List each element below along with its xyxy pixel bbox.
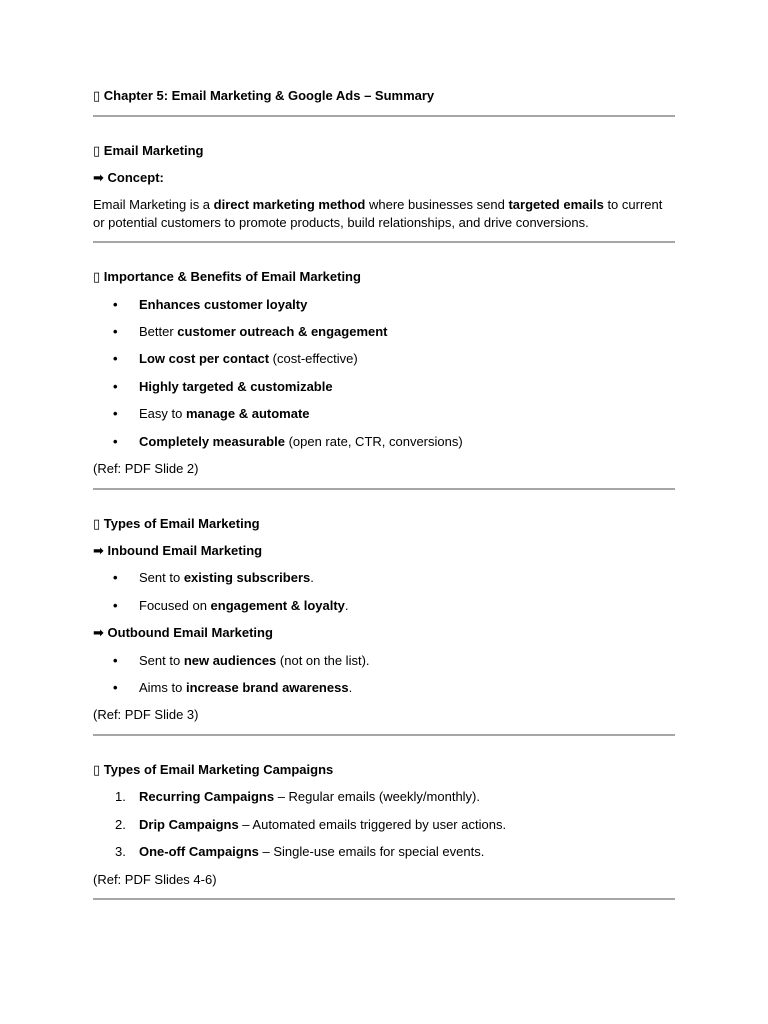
item-number: 3.	[115, 844, 126, 859]
section-heading-importance	[93, 268, 361, 286]
reference-note: (Ref: PDF Slides 4-6)	[93, 872, 217, 887]
heading-text: Types of Email Marketing Campaigns	[103, 762, 334, 777]
title-text: Chapter 5: Email Marketing & Google Ads – Summary	[103, 88, 435, 103]
emoji-placeholder-icon: ▯	[93, 269, 101, 284]
item-text: Sent to	[139, 570, 184, 585]
inbound-label	[93, 542, 262, 560]
item-text: – Automated emails triggered by user actions.	[238, 817, 507, 832]
item-number: 2.	[115, 817, 126, 832]
item-number: 1.	[115, 789, 126, 804]
concept-label	[93, 169, 164, 187]
document-title	[93, 87, 434, 105]
section-heading-campaigns	[93, 761, 333, 779]
item-text: (cost-effective)	[269, 351, 358, 366]
item-bold: customer outreach & engagement	[177, 324, 388, 339]
outbound-text: Outbound Email Marketing	[107, 625, 273, 640]
item-bold: existing subscribers	[183, 570, 311, 585]
heading-text: Email Marketing	[103, 143, 204, 158]
concept-text: Concept:	[107, 170, 164, 185]
heading-text: Types of Email Marketing	[103, 516, 260, 531]
emoji-placeholder-icon: ▯	[93, 516, 101, 531]
item-text: (not on the list).	[276, 653, 370, 668]
item-text: .	[310, 570, 314, 585]
emoji-placeholder-icon: ▯	[93, 143, 101, 158]
paragraph-text: to current or potential customers to promote products, build relationships, and drive conversions.	[93, 197, 663, 230]
item-text: Easy to	[139, 406, 186, 421]
item-text: .	[348, 680, 353, 695]
arrow-icon: ➡	[93, 625, 104, 640]
divider	[93, 241, 675, 243]
emoji-placeholder-icon: ▯	[93, 762, 101, 777]
item-bold: manage & automate	[185, 406, 310, 421]
divider	[93, 488, 675, 490]
heading-text: Importance & Benefits of Email Marketing	[103, 269, 361, 284]
item-text: Aims to	[139, 680, 186, 695]
divider	[93, 898, 675, 900]
item-bold: One-off Campaigns	[139, 844, 259, 859]
item-bold: Highly targeted & customizable	[139, 379, 333, 394]
arrow-icon: ➡	[93, 170, 104, 185]
paragraph-bold: targeted emails	[508, 197, 604, 212]
paragraph-bold: direct marketing method	[213, 197, 366, 212]
paragraph-text: where businesses send	[365, 197, 509, 212]
item-text: – Single-use emails for special events.	[258, 844, 485, 859]
item-text: Focused on	[139, 598, 211, 613]
item-bold: new audiences	[183, 653, 277, 668]
outbound-label	[93, 624, 273, 642]
item-bold: increase brand awareness	[185, 680, 349, 695]
item-bold: Low cost per contact	[139, 351, 270, 366]
item-text: Better	[139, 324, 178, 339]
section-heading-email-marketing	[93, 142, 203, 160]
concept-paragraph	[93, 196, 675, 232]
inbound-text: Inbound Email Marketing	[107, 543, 263, 558]
divider	[93, 115, 675, 117]
item-text: .	[344, 598, 349, 613]
item-bold: Completely measurable	[139, 434, 285, 449]
reference-note: (Ref: PDF Slide 2)	[93, 461, 199, 476]
item-bold: Enhances customer loyalty	[139, 297, 308, 312]
item-text: Sent to	[139, 653, 184, 668]
paragraph-text: Email Marketing is a	[93, 197, 214, 212]
section-heading-types	[93, 515, 260, 533]
reference-note: (Ref: PDF Slide 3)	[93, 707, 199, 722]
item-bold: engagement & loyalty	[210, 598, 345, 613]
item-text: – Regular emails (weekly/monthly).	[274, 789, 480, 804]
item-bold: Recurring Campaigns	[139, 789, 275, 804]
item-text: (open rate, CTR, conversions)	[284, 434, 463, 449]
divider	[93, 734, 675, 736]
item-bold: Drip Campaigns	[139, 817, 239, 832]
emoji-placeholder-icon: ▯	[93, 88, 101, 103]
arrow-icon: ➡	[93, 543, 104, 558]
